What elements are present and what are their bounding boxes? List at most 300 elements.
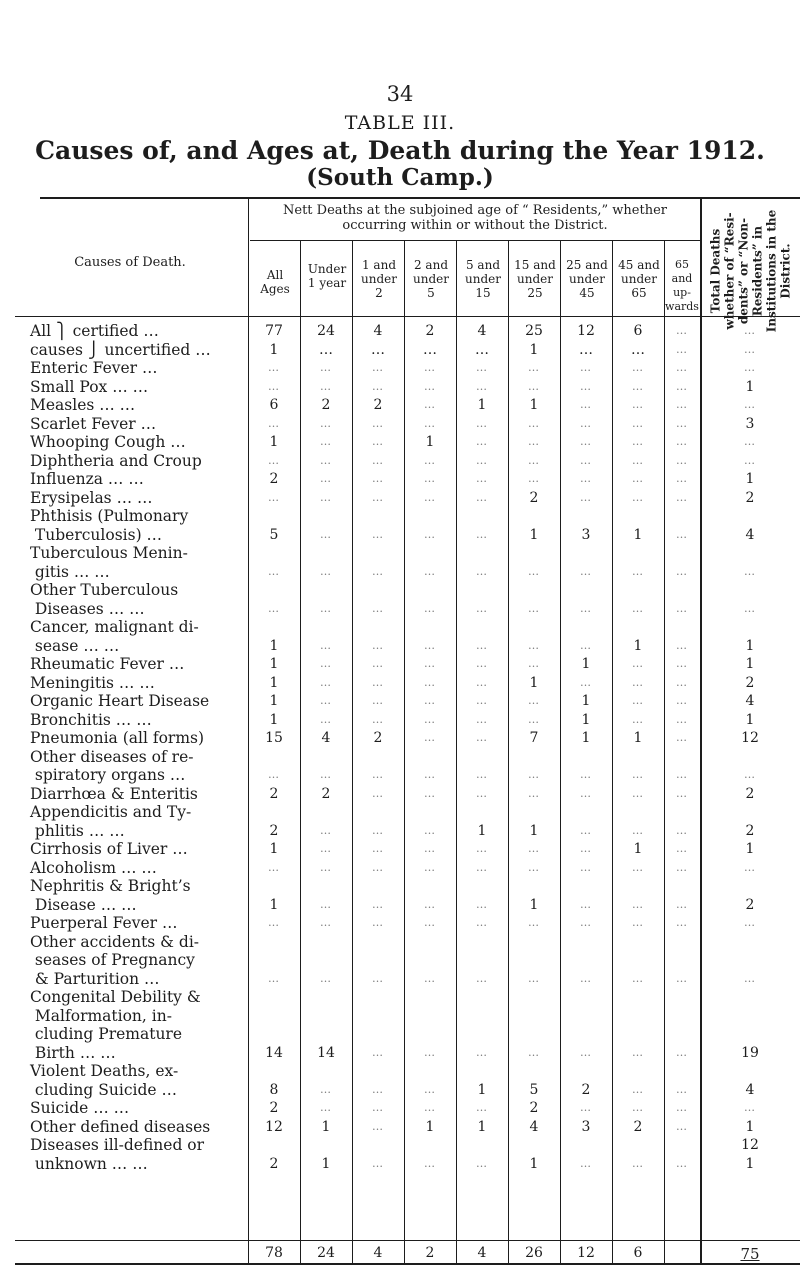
cell-all: 1 [269,896,279,913]
cell-a45: … [632,1082,644,1096]
cell-a15: … [528,453,540,467]
cell-a5: … [476,768,488,781]
cause-label: Alcoholism … … [30,858,157,877]
cell-a15: … [528,712,540,726]
table-title: Causes of, and Ages at, Death during the Year 1912. [35,136,765,165]
cause-label: Suicide … … [30,1099,130,1117]
cell-a5: … [476,897,488,911]
cell-a45: 2 [633,1118,643,1135]
cell-a25: … [580,897,592,911]
cell-a2: … [424,694,436,707]
cause-label: Other Tuberculous Diseases … … [30,581,179,618]
cell-a1: … [372,361,384,374]
cell-a15: 25 1 [525,323,543,358]
bottom-rule [15,1263,800,1265]
cell-a25: … [580,842,592,855]
cell-a65: … [676,1082,688,1096]
cell-a5: … [476,453,488,467]
cell-a25: 1 [581,693,591,709]
cause-label: Meningitis … … [30,673,155,692]
cell-a45: … [632,1101,644,1114]
cell-a45: … [632,398,644,411]
cell-all: 1 [269,841,279,857]
cell-a1: … [372,971,384,985]
cell-tot: 2 [745,822,755,839]
cell-a45: 1 [633,637,643,654]
cell-a25: … [580,453,592,467]
cell-tot: 1 [745,378,755,395]
cause-label: Rheumatic Fever … [30,655,185,673]
cell-all: 14 [265,1044,283,1061]
cell-a15: … [528,842,540,855]
cause-label: Pneumonia (all forms) [30,729,205,747]
cell-a2: … [424,675,436,689]
cell-a5: … [476,1045,488,1059]
cell-tot: 2 [745,674,755,691]
cell-a45: … [632,490,644,504]
cell-a25: 1 [581,730,591,746]
cell-a45: … [632,768,644,781]
cell-a2: … [424,564,436,578]
cell-a15: … [528,657,540,670]
cell-a65: … [676,786,688,800]
cell-a45: … [632,657,644,670]
cell-u1: … [320,971,332,985]
cause-label: Organic Heart Disease [30,692,210,710]
cell-a65: … [676,860,688,874]
cell-a45: … [632,786,644,800]
cell-a25: 3 [581,526,591,543]
total-5-15: 4 [477,1245,487,1261]
cause-label: Other defined diseases [30,1117,211,1136]
cell-all: … [268,601,280,615]
cell-a45: … [632,1156,644,1170]
cell-all: … [268,361,280,374]
cell-a65: … [676,897,688,911]
cell-tot: … [744,564,756,578]
cell-a15: 2 [529,1100,539,1116]
cell-a5: … [476,1156,488,1170]
causes-caption: Causes of Death. [74,255,186,270]
cell-u1: … [320,472,332,485]
cell-a1: … [372,1119,384,1133]
cell-a25: … [580,416,592,430]
cell-a15: … [528,694,540,707]
cell-a45: … [632,601,644,615]
col-header-total-deaths [700,209,800,333]
cell-a5: … [476,860,488,874]
cell-a15: … [528,916,540,929]
cell-a2: … [424,638,436,652]
cell-tot: … [744,435,756,448]
cell-a45: … [632,472,644,485]
cause-label: Bronchitis … … [30,710,152,729]
cell-all: 2 [269,1100,279,1116]
cell-a1: … [372,694,384,707]
cell-u1: … [320,490,332,504]
cell-a1: … [372,527,384,541]
cell-a65: … [676,416,688,430]
cell-u1: 24 … [317,323,335,358]
table-label: TABLE III. [344,112,456,134]
cell-a15: … [528,971,540,985]
cell-a5: … [476,731,488,744]
cell-a1: … [372,564,384,578]
cell-a45: … [632,823,644,837]
cell-u1: … [320,564,332,578]
cell-a1: 2 [373,730,383,746]
cell-a45: 6 … [631,323,645,358]
cell-u1: … [320,453,332,467]
cause-label: Measles … … [30,396,136,414]
cell-a65: … [676,731,688,744]
cell-a2: … [424,490,436,504]
cell-a25: 2 [581,1081,591,1098]
page-number: 34 [386,82,414,106]
cell-all: … [268,860,280,874]
col-header-15-25: 15 and under 25 [514,258,556,300]
cell-a45: … [632,897,644,911]
cell-a1: … [372,601,384,615]
cell-a65: … [676,971,688,985]
cell-a5: … [476,1101,488,1114]
cause-label: All ⎫ certified … causes ⎭ uncertified … [30,322,211,359]
cell-a25: … [580,916,592,929]
cell-a25: … [580,490,592,504]
cell-a45: … [632,564,644,578]
cell-a15: … [528,416,540,430]
cell-a25: … [580,860,592,874]
cell-tot: 4 [745,693,755,709]
cell-all: 12 [265,1118,283,1135]
cell-u1: 1 [321,1155,331,1172]
cell-u1: … [320,842,332,855]
cell-a1: … [372,1156,384,1170]
cell-a25: … [580,786,592,800]
cell-all: 1 [269,434,279,450]
cell-a65: … [676,361,688,374]
cell-a5: … [476,472,488,485]
cell-a45: … [632,453,644,467]
cell-u1: … [320,435,332,448]
col-header-5-15: 5 and under 15 [465,258,501,300]
cell-a2: … [424,731,436,744]
cell-a25: 1 [581,711,591,728]
cause-label: Diseases ill-defined or unknown … … [30,1136,205,1173]
cause-label: Scarlet Fever … [30,414,157,433]
cause-label: Whooping Cough … [30,433,186,451]
cell-a1: … [372,675,384,689]
cell-a15: 1 [529,397,539,413]
cell-a1: … [372,379,384,393]
cell-u1: 1 [321,1118,331,1135]
total-all-ages: 78 [265,1245,283,1261]
cell-all: … [268,453,280,467]
cause-label: Diphtheria and Croup [30,451,202,470]
cell-u1: 2 [321,397,331,413]
cell-all: … [268,490,280,504]
cell-u1: … [320,694,332,707]
cell-a15: … [528,601,540,615]
cell-a5: … [476,657,488,670]
cell-a1: … [372,638,384,652]
cause-label: Erysipelas … … [30,488,153,507]
cause-label: Enteric Fever … [30,359,158,377]
total-25-45: 12 [577,1245,595,1261]
cell-a2: … [424,897,436,911]
cell-a5: … [476,675,488,689]
cell-a1: … [372,842,384,855]
cell-a65: … [676,1045,688,1059]
total-45-65: 6 [633,1245,643,1261]
cell-a2: … [424,1156,436,1170]
cell-a5: … [476,916,488,929]
cell-a1: … [372,860,384,874]
cell-tot: 2 [745,785,755,802]
cell-a65: … [676,675,688,689]
cell-a65: … [676,916,688,929]
cell-a45: 1 [633,526,643,543]
cell-a45: … [632,860,644,874]
cell-all: 77 1 [265,323,283,358]
cell-a15: … [528,472,540,485]
cell-a25: … [580,768,592,781]
cell-a2: … [424,842,436,855]
cell-a2: 2 … [423,323,437,358]
cell-tot: 4 [745,526,755,543]
cell-a65: … [676,712,688,726]
cell-a25: … [580,361,592,374]
cell-a5: … [476,638,488,652]
cell-all: 5 [269,526,279,543]
cell-tot: 12 1 [741,1137,759,1172]
cell-a5: … [476,842,488,855]
cell-a5: … [476,435,488,448]
cell-tot: … … [744,324,756,356]
cell-tot: 2 [745,489,755,506]
cell-a15: 1 [529,526,539,543]
cell-a2: … [424,453,436,467]
cell-a5: … [476,361,488,374]
cell-a5: … [476,490,488,504]
cell-a15: … [528,435,540,448]
cell-u1: … [320,675,332,689]
subheader-rule [250,240,700,241]
cell-all: … [268,768,280,781]
cell-a1: … [372,416,384,430]
cell-u1: … [320,379,332,393]
cause-label: Appendicitis and Ty- phlitis … … [30,803,192,840]
cell-tot: 4 [745,1081,755,1098]
cell-a5: … [476,971,488,985]
cell-tot: 1 [745,841,755,857]
cell-u1: … [320,361,332,374]
cell-a15: 1 [529,896,539,913]
cell-a15: … [528,564,540,578]
cell-tot: … [744,916,756,929]
cell-a1: … [372,916,384,929]
cell-tot: … [744,453,756,467]
cell-all: 1 [269,674,279,691]
col-header-all-ages: All Ages [260,268,290,296]
cell-u1: … [320,897,332,911]
cell-a65: … [676,472,688,485]
cell-a2: … [424,1045,436,1059]
cell-a5: … [476,379,488,393]
cell-a25: … [580,675,592,689]
cell-all: … [268,916,280,929]
cell-a15: 7 [529,730,539,746]
cell-a25: … [580,638,592,652]
cause-label: Nephritis & Bright’s Disease … … [30,877,191,914]
cell-a15: 1 [529,674,539,691]
cell-a25: … [580,472,592,485]
cell-a2: … [424,712,436,726]
cell-a1: … [372,490,384,504]
cell-a65: … [676,527,688,541]
cell-a15: … [528,860,540,874]
col-header-2-5: 2 and under 5 [413,258,449,300]
cell-tot: … [744,1101,756,1114]
cell-a25: … [580,398,592,411]
cell-a45: … [632,361,644,374]
cell-a5: 1 [477,822,487,839]
cell-a2: … [424,472,436,485]
table-subtitle: (South Camp.) [306,164,494,191]
cell-tot: 12 [741,730,759,746]
cell-a25: … [580,1101,592,1114]
cell-a5: 1 [477,1081,487,1098]
cell-all: 6 [269,397,279,413]
cell-a25: … [580,564,592,578]
cell-tot: … [744,398,756,411]
cell-tot: … [744,860,756,874]
cell-a15: … [528,361,540,374]
cell-tot: … [744,768,756,781]
cell-tot: 1 [745,1118,755,1135]
total-1-2: 4 [373,1245,383,1261]
cell-a45: … [632,435,644,448]
cell-u1: … [320,916,332,929]
cell-tot: 3 [745,415,755,432]
cell-a5: … [476,564,488,578]
cell-a2: … [424,601,436,615]
total-under-1: 24 [317,1245,335,1261]
top-rule [40,197,800,199]
cell-a15: … [528,1045,540,1059]
cell-a65: … [676,768,688,781]
cell-all: … [268,416,280,430]
cell-a65: … [676,823,688,837]
cell-all: 8 [269,1081,279,1098]
col-header-25-45: 25 and under 45 [566,258,608,300]
cell-a65: … [676,564,688,578]
cell-a25: … [580,971,592,985]
cell-all: 1 [269,711,279,728]
cell-all: 2 [269,471,279,487]
cell-a5: … [476,694,488,707]
cell-a25: … [580,379,592,393]
cell-all: 2 [269,1155,279,1172]
cell-a1: … [372,435,384,448]
cell-a25: 12 … [577,323,595,358]
cell-a1: … [372,472,384,485]
cell-a2: … [424,860,436,874]
cause-label: Cirrhosis of Liver … [30,840,188,858]
col-header-1-2: 1 and under 2 [361,258,397,300]
cell-a25: 3 [581,1118,591,1135]
cell-a15: 4 [529,1118,539,1135]
cell-all: … [268,971,280,985]
cell-a65: … [676,842,688,855]
cell-tot: 1 [745,637,755,654]
cell-a15: 1 [529,822,539,839]
total-15-25: 26 [525,1245,543,1261]
cell-u1: 2 [321,785,331,802]
col-header-under-1: Under 1 year [307,262,347,290]
cell-a1: … [372,453,384,467]
cell-a1: … [372,897,384,911]
cell-a1: … [372,1082,384,1096]
cell-all: 1 [269,656,279,672]
cell-a2: … [424,786,436,800]
cell-a1: … [372,768,384,781]
column-rule [700,199,702,1265]
cell-a1: … [372,657,384,670]
cell-a65: … [676,1156,688,1170]
cell-tot: 19 [741,1044,759,1061]
cause-label: Influenza … … [30,470,144,488]
cell-u1: … [320,601,332,615]
cell-a45: … [632,1045,644,1059]
cell-a25: … [580,1045,592,1059]
cause-label: Cancer, malignant di- sease … … [30,618,199,655]
cell-tot: 1 [745,471,755,487]
cell-a15: … [528,638,540,652]
cell-a1: 2 [373,397,383,413]
cell-u1: … [320,1082,332,1096]
cell-a65: … … [676,324,688,356]
cell-a5: 1 [477,397,487,413]
totals-rule [15,1240,800,1241]
cause-label: Diarrhœa & Enteritis [30,784,198,803]
cell-a5: … [476,712,488,726]
header-bottom-rule [15,316,800,317]
cell-a1: … [372,712,384,726]
cell-u1: … [320,860,332,874]
cell-u1: … [320,823,332,837]
cell-all: 2 [269,785,279,802]
cell-all: 1 [269,693,279,709]
cell-a5: 4 … [475,323,489,358]
cell-a1: … [372,786,384,800]
cell-u1: … [320,768,332,781]
cell-a65: … [676,601,688,615]
cell-a25: 1 [581,656,591,672]
cell-a2: … [424,916,436,929]
cell-tot: 1 [745,656,755,672]
cell-all: … [268,379,280,393]
cell-a5: 1 [477,1118,487,1135]
cell-a5: … [476,527,488,541]
cell-u1: … [320,712,332,726]
cell-a25: … [580,601,592,615]
cell-a45: … [632,675,644,689]
cell-u1: … [320,657,332,670]
cell-a45: … [632,971,644,985]
total-deaths-district: 75 [740,1245,760,1263]
cause-label: Other diseases of re- spiratory organs … [30,747,194,784]
